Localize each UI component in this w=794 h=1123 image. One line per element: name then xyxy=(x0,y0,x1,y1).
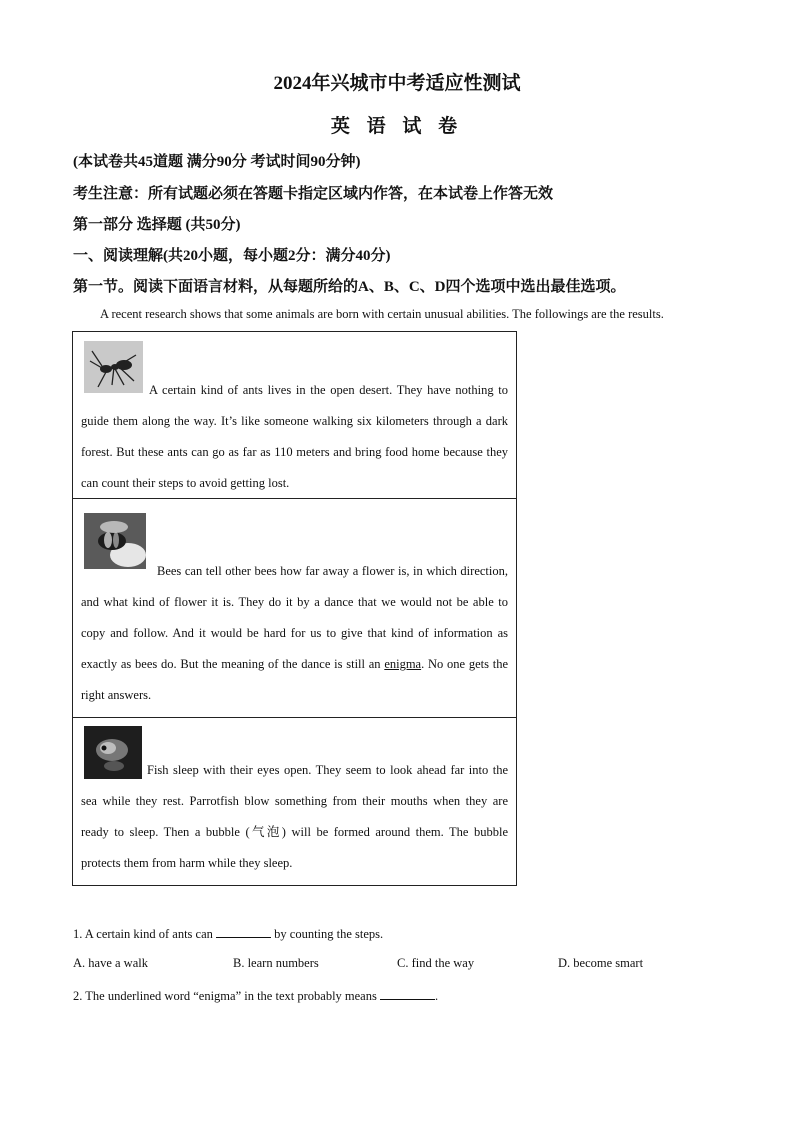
passage-bees-text-after: . No one gets the right answers. xyxy=(81,657,509,702)
passage-fish-text: Fish sleep with their eyes open. They seem to look ahead far into the sea while they rest. Parrotfish blow something from their mouths when they are ready to sleep. Then a bubble (气泡) will be formed around them. The bubble protects them from harm while they sleep. xyxy=(81,763,508,870)
underlined-word: enigma xyxy=(384,657,422,671)
passage-table xyxy=(72,331,517,886)
passage-bees xyxy=(73,499,516,718)
exam-subtitle: 英 语 试 卷 xyxy=(330,116,464,137)
option-c: C. find the way xyxy=(397,956,475,970)
passage-fish xyxy=(73,718,516,885)
question-2-after: . xyxy=(434,989,439,1003)
question-1-before: 1. A certain kind of ants can xyxy=(73,927,217,941)
question-2-before: 2. The underlined word “enigma” in the text probably means xyxy=(73,989,380,1003)
exam-notice: 考生注意：所有试题必须在答题卡指定区域内作答，在本试卷上作答无效 xyxy=(73,186,554,202)
answer-blank xyxy=(216,925,271,938)
reading-intro: A recent research shows that some animals are born with certain unusual abilities. The followings are the results. xyxy=(100,307,664,321)
passage-bees-text-before: Bees can tell other bees how far away a flower is, in which direction, and what kind of flower it is. They do it by a dance that we would not be able to copy and follow. And it would be hard for us to give that kind of information as exactly as bees do. But the meaning of the dance is still an xyxy=(81,564,508,671)
option-d: D. become smart xyxy=(558,956,644,970)
subsection-heading: 第一节。阅读下面语言材料，从每题所给的A、B、C、D四个选项中选出最佳选项。 xyxy=(73,279,626,295)
question-1-after: by counting the steps. xyxy=(271,927,384,941)
passage-bees-text xyxy=(81,556,508,711)
passage-ants-text: A certain kind of ants lives in the open desert. They have nothing to guide them along the way. It’s like someone walking six kilometers through a dark forest. But these ants can go as far as 110 meters and bring food home because they can count their steps to avoid getting lost. xyxy=(81,383,508,490)
exam-info: (本试卷共45道题 满分90分 考试时间90分钟) xyxy=(73,154,361,170)
answer-blank xyxy=(380,987,435,1000)
question-1 xyxy=(73,925,383,942)
passage-ants xyxy=(73,332,516,499)
option-a: A. have a walk xyxy=(73,956,148,970)
question-2 xyxy=(73,987,438,1004)
exam-title: 2024年兴城市中考适应性测试 xyxy=(273,73,521,94)
part-heading: 第一部分 选择题 (共50分) xyxy=(73,217,241,233)
section-heading: 一、阅读理解(共20小题，每小题2分：满分40分) xyxy=(73,248,391,264)
option-b: B. learn numbers xyxy=(233,956,319,970)
